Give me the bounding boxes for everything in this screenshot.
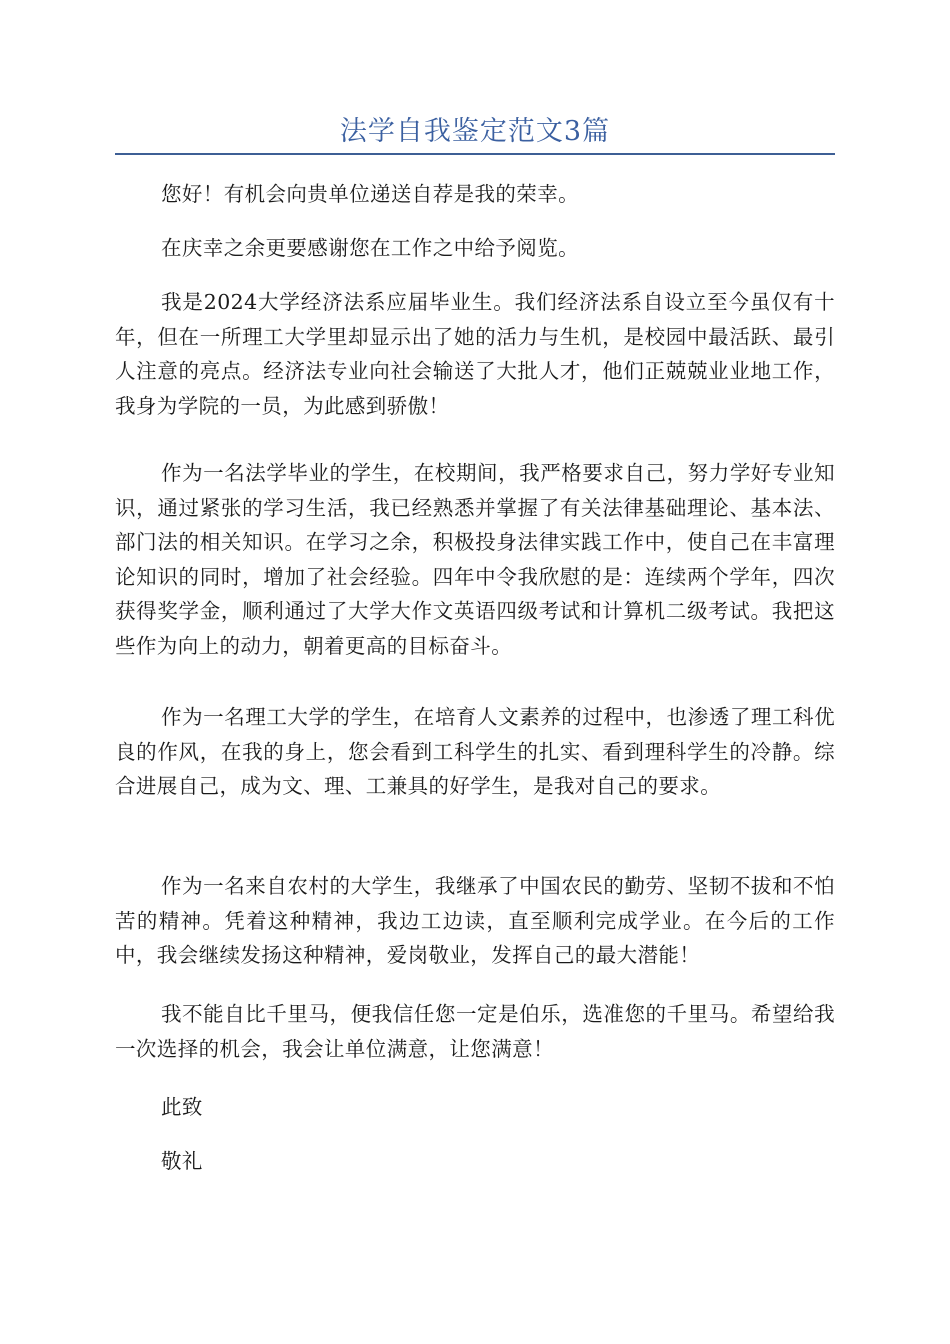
paragraph-introduction: 我是2024大学经济法系应届毕业生。我们经济法系自设立至今虽仅有十年，但在一所理工大学里却显示出了她的活力与生机，是校园中最活跃、最引人注意的亮点。经济法专业向社会输送了大批人才，他们正兢兢业业地工作，我身为学院的一员，为此感到骄傲！ xyxy=(115,290,835,418)
paragraph-request: 我不能自比千里马，便我信任您一定是伯乐，选准您的千里马。希望给我一次选择的机会，我会让单位满意，让您满意！ xyxy=(115,1002,835,1061)
document-title: 法学自我鉴定范文3篇 xyxy=(339,116,611,147)
title-underline xyxy=(115,153,835,155)
paragraph-greeting: 您好！有机会向贵单位递送自荐是我的荣幸。 xyxy=(161,182,579,206)
paragraph-character: 作为一名理工大学的学生，在培育人文素养的过程中，也渗透了理工科优良的作风，在我的身上，您会看到工科学生的扎实、看到理科学生的冷静。综合进展自己，成为文、理、工兼具的好学生，是我对自己的要求。 xyxy=(115,705,835,798)
closing-line-2: 敬礼 xyxy=(161,1149,203,1173)
paragraph-thanks: 在庆幸之余更要感谢您在工作之中给予阅览。 xyxy=(161,236,579,260)
paragraph-background: 作为一名来自农村的大学生，我继承了中国农民的勤劳、坚韧不拔和不怕苦的精神。凭着这种精神，我边工边读，直至顺利完成学业。在今后的工作中，我会继续发扬这种精神，爱岗敬业，发挥自己的最大潜能！ xyxy=(115,874,835,967)
paragraph-study: 作为一名法学毕业的学生，在校期间，我严格要求自己，努力学好专业知识，通过紧张的学习生活，我已经熟悉并掌握了有关法律基础理论、基本法、部门法的相关知识。在学习之余，积极投身法律实践工作中，使自己在丰富理论知识的同时，增加了社会经验。四年中令我欣慰的是：连续两个学年，四次获得奖学金，顺利通过了大学大作文英语四级考试和计算机二级考试。我把这些作为向上的动力，朝着更高的目标奋斗。 xyxy=(115,461,835,658)
closing-line-1: 此致 xyxy=(161,1095,203,1119)
